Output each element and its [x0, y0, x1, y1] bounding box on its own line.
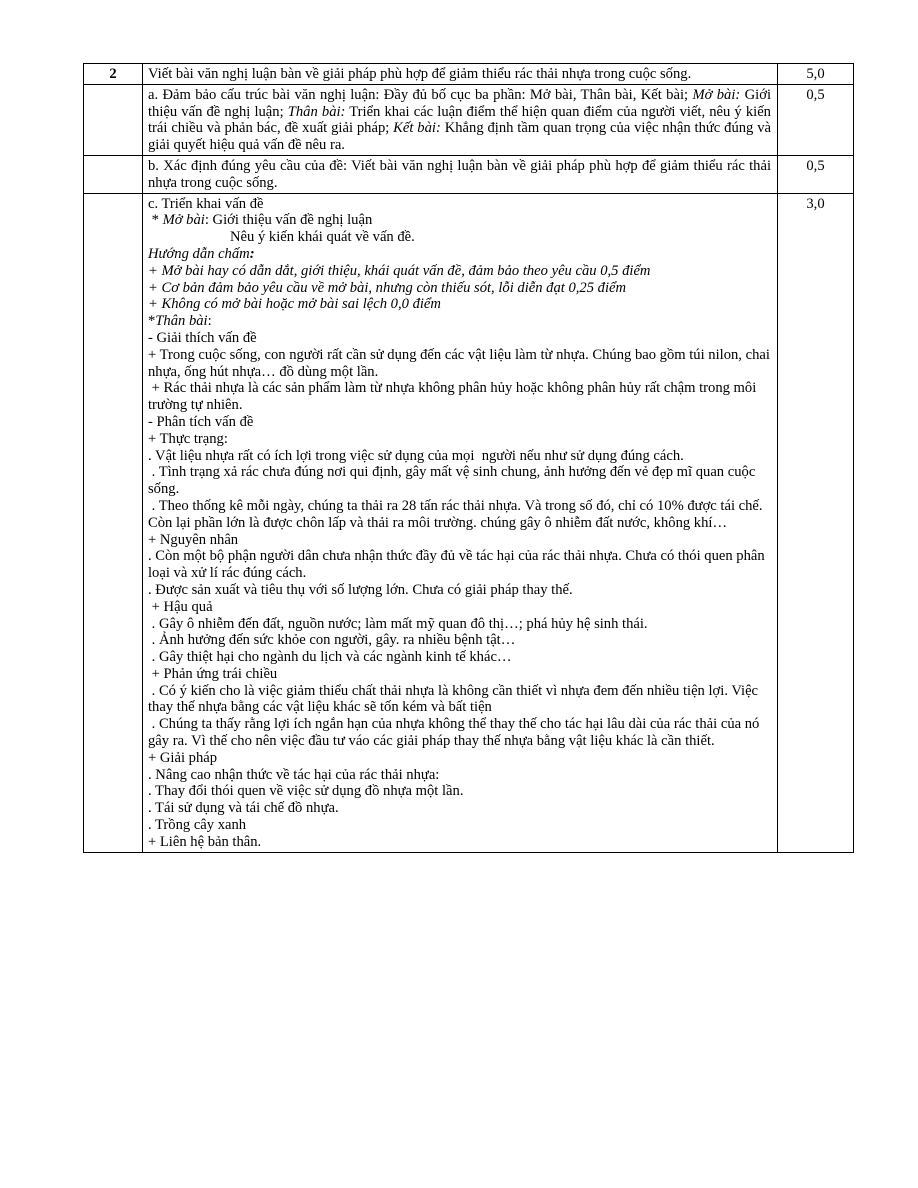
body-line: . Chúng ta thấy rằng lợi ích ngắn hạn của nhựa không thể thay thế cho tác hại lâu dài của rác thải của nó gây ra. Vì thế cho nên việc đầu tư váo các giải pháp thay thế nhựa bằng vật liệu khác là cần thiết. — [148, 716, 763, 750]
criterion-b-row — [84, 155, 854, 193]
question-number: 2 — [84, 64, 143, 85]
body-line: + Trong cuộc sống, con người rất cần sử dụng đến các vật liệu làm từ nhựa. Chúng bao gồm túi nilon, chai nhựa, ống hút nhựa… đồ dùng một lần. — [148, 346, 774, 380]
body-line: - Phân tích vấn đề — [148, 413, 254, 430]
question-row — [84, 64, 854, 85]
body-line: . Tình trạng xả rác chưa đúng nơi qui định, gây mất vệ sinh chung, ảnh hưởng đến vẻ đẹp mĩ quan cuộc sống. — [148, 464, 759, 498]
body-line: . Ảnh hưởng đến sức khỏe con người, gây. ra nhiều bệnh tật… — [148, 632, 516, 649]
section-heading: c. Triển khai vấn đề — [148, 195, 264, 212]
criterion-a-row — [84, 84, 854, 155]
body-line: + Rác thải nhựa là các sản phẩm làm từ nhựa không phân hủy hoặc không phân hủy rất chậm trong môi trường tự nhiên. — [148, 380, 760, 414]
grading-table — [83, 63, 854, 853]
criterion-c-score: 3,0 — [778, 193, 854, 852]
body-lines — [148, 329, 774, 851]
criterion-c-content — [143, 193, 778, 852]
than-bai-line: *Thân bài: — [148, 313, 212, 330]
body-line: + Liên hệ bản thân. — [148, 833, 262, 850]
question-score: 5,0 — [778, 64, 854, 85]
body-line: . Gây thiệt hại cho ngành du lịch và các ngành kinh tế khác… — [148, 649, 512, 666]
body-line: + Hậu quả — [148, 598, 213, 615]
mo-bai-line: * Mở bài: Giới thiệu vấn đề nghị luận — [148, 212, 373, 229]
body-line: + Thực trạng: — [148, 430, 228, 447]
mo-bai-sub: Nêu ý kiến khái quát về vấn đề. — [230, 229, 415, 246]
body-line: . Nâng cao nhận thức về tác hại của rác thải nhựa: — [148, 766, 440, 783]
body-line: . Gây ô nhiễm đến đất, nguồn nước; làm mất mỹ quan đô thị…; phá hủy hệ sinh thái. — [148, 615, 648, 632]
grading-guide-item: + Không có mở bài hoặc mở bài sai lệch 0,0 điểm — [148, 296, 441, 313]
body-line: . Theo thống kê mỗi ngày, chúng ta thải ra 28 tấn rác thải nhựa. Và trong số đó, chỉ có 10% được tái chế. Còn lại phần lớn là được chôn lấp và thải ra môi trường. chúng gây ô nhiễm đất nước, không khí… — [148, 497, 767, 531]
body-line: + Phản ứng trái chiều — [148, 665, 278, 682]
body-line: . Còn một bộ phận người dân chưa nhận thức đầy đủ về tác hại của rác thải nhựa. Chưa có thói quen phân loại và xử lí rác đúng cách. — [148, 548, 769, 582]
grading-guide-item: + Mở bài hay có dẫn dắt, giới thiệu, khái quát vấn đề, đảm bảo theo yêu cầu 0,5 điểm — [148, 262, 651, 279]
body-line: . Thay đổi thói quen về việc sử dụng đồ nhựa một lần. — [148, 783, 464, 800]
question-title: Viết bài văn nghị luận bàn về giải pháp phù hợp để giảm thiểu rác thải nhựa trong cuộc sống. — [143, 64, 778, 85]
grading-guide-heading: Hướng dẫn chấm: — [148, 245, 255, 262]
body-line: . Được sản xuất và tiêu thụ với số lượng lớn. Chưa có giải pháp thay thế. — [148, 581, 573, 598]
body-line: . Trồng cây xanh — [148, 817, 247, 834]
criterion-b-score: 0,5 — [778, 155, 854, 193]
body-line: + Nguyên nhân — [148, 531, 239, 548]
body-line: - Giải thích vấn đề — [148, 329, 257, 346]
criterion-c-row — [84, 193, 854, 852]
body-line: . Vật liệu nhựa rất có ích lợi trong việc sử dụng của mọi người nếu như sử dụng đúng cách. — [148, 447, 684, 464]
body-line: . Tái sử dụng và tái chế đồ nhựa. — [148, 800, 339, 817]
body-line: . Có ý kiến cho là việc giảm thiểu chất thải nhựa là không cần thiết vì nhựa đem đến nhiều tiện lợi. Việc thay thế nhựa bằng các vật liệu khác sẽ tốn kém và bất tiện — [148, 682, 762, 716]
grading-guide-item: + Cơ bản đảm bảo yêu cầu về mở bài, nhưng còn thiếu sót, lỗi diễn đạt 0,25 điểm — [148, 279, 627, 296]
criterion-a-text: a. Đảm bảo cấu trúc bài văn nghị luận: Đầy đủ bố cục ba phần: Mở bài, Thân bài, Kết bài; Mở bài: Giới thiệu vấn đề nghị luận; Thân bài: Triển khai các luận điểm thể hiện quan điểm của người viết, nêu ý kiến trái chiều và phản bác, đề xuất giải pháp; Kết bài: Khẳng định tầm quan trọng của việc nhận thức đúng và giải quyết hiệu quả vấn đề nêu ra. — [143, 84, 778, 155]
body-line: + Giải pháp — [148, 749, 218, 766]
criterion-b-text: b. Xác định đúng yêu cầu của đề: Viết bài văn nghị luận bàn về giải pháp phù hợp để giảm thiểu rác thải nhựa trong cuộc sống. — [143, 155, 778, 193]
criterion-a-score: 0,5 — [778, 84, 854, 155]
